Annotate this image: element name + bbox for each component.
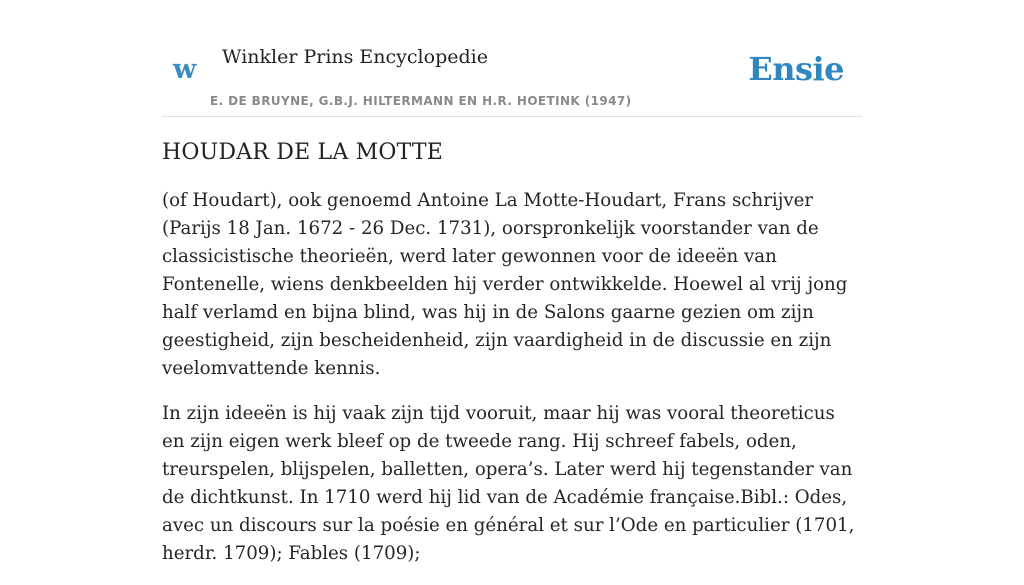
source-header (162, 40, 862, 117)
article-paragraph-2: In zijn ideeën is hij vaak zijn tijd vooruit, maar hij was vooral theoreticus en zijn eigen werk bleef op de tweede rang. Hij schreef fabels, oden, treurspelen, blijspelen, balletten, opera’s. Later werd hij tegenstander van de dichtkunst. In 1710 werd hij lid van de Académie française.Bibl.: Odes, avec un discours sur la poésie en général et sur l’Ode en particulier (1701, herdr. 1709); Fables (1709); (162, 403, 855, 564)
article (162, 140, 862, 585)
source-title[interactable]: Winkler Prins Encyclopedie (222, 46, 488, 68)
ensie-logo[interactable]: Ensie (748, 50, 844, 88)
winkler-prins-logo-icon[interactable]: w (173, 54, 197, 85)
article-title: HOUDAR DE LA MOTTE (162, 140, 444, 165)
article-paragraph-1: (of Houdart), ook genoemd Antoine La Motte-Houdart, Frans schrijver (Parijs 18 Jan. 1672 - 26 Dec. 1731), oorspronkelijk voorstander van de classicistische theorieën, werd later gewonnen voor de ideeën van Fontenelle, wiens denkbeelden hij verder ontwikkelde. Hoewel al vrij jong half verlamd en bijna blind, was hij in de Salons gaarne gezien om zijn geestigheid, zijn bescheidenheid, zijn vaardigheid in de discussie en zijn veelomvattende kennis. (162, 190, 848, 379)
source-authors: E. DE BRUYNE, G.B.J. HILTERMANN EN H.R. HOETINK (1947) (210, 94, 632, 108)
